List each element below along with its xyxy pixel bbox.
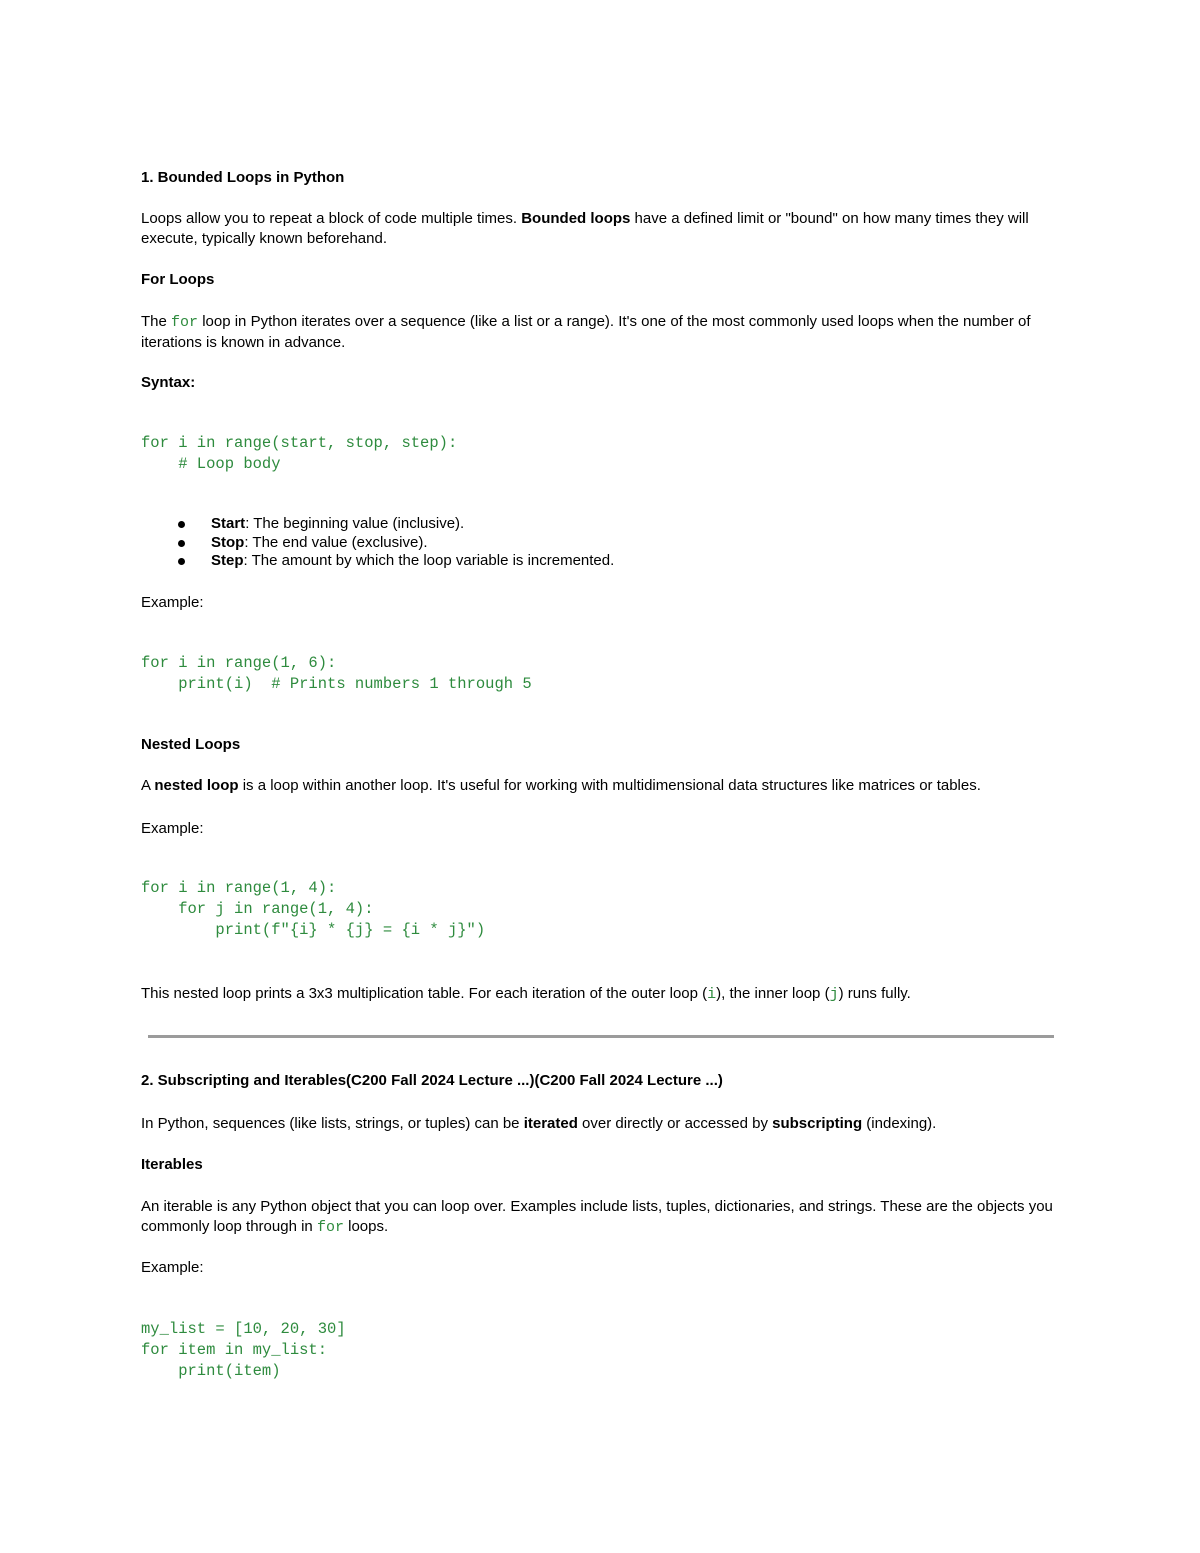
s2-intro-bold2: subscripting — [772, 1115, 863, 1132]
s2-intro-bold1: iterated — [523, 1115, 578, 1132]
section-divider — [148, 1035, 1054, 1038]
for-loops-heading — [141, 270, 1056, 290]
syntax-label-text: Syntax: — [141, 374, 196, 391]
syntax-code-block — [141, 433, 1056, 475]
nested-loops-heading-text: Nested Loops — [141, 736, 241, 753]
nested-loops-explanation — [141, 984, 1056, 1005]
section1-heading-text: 1. Bounded Loops in Python — [141, 169, 345, 186]
example-label-1 — [141, 593, 1056, 613]
s2-intro-post: (indexing). — [862, 1115, 937, 1132]
example-code-2: for i in range(1, 4): for j in range(1, 4): print(f"{i} * {j} = {i * j}") — [141, 879, 486, 939]
param-term: Step — [211, 552, 244, 569]
section2-heading-text: 2. Subscripting and Iterables(C200 Fall 2024 Lecture ...)(C200 Fall 2024 Lecture ...) — [141, 1072, 723, 1089]
param-text: The end value (exclusive). — [252, 533, 428, 551]
param-text: The amount by which the loop variable is incremented. — [251, 552, 615, 569]
example-code-block-2 — [141, 878, 1056, 941]
after-code-j: j — [829, 986, 839, 1003]
example-label-2 — [141, 819, 1056, 839]
intro-pre: Loops allow you to repeat a block of code multiple times. — [141, 210, 522, 227]
nested-desc-post: is a loop within another loop. It's useful for working with multidimensional data structures like matrices or tables. — [238, 777, 981, 794]
section2-intro — [141, 1114, 1056, 1134]
iter-desc-post: loops. — [343, 1217, 389, 1235]
example-code-3: my_list = [10, 20, 30] for item in my_list: print(item) — [141, 1320, 346, 1380]
syntax-label — [141, 373, 1056, 393]
iterables-heading-text: Iterables — [141, 1156, 203, 1173]
s2-intro-mid: over directly or accessed by — [577, 1115, 773, 1132]
after-code-i: i — [707, 986, 717, 1003]
for-loops-description — [141, 312, 1056, 352]
param-item-step — [141, 552, 1056, 571]
param-text: The beginning value (inclusive). — [253, 515, 465, 532]
nested-loops-heading — [141, 735, 1056, 755]
syntax-code: for i in range(start, stop, step): # Loop body — [141, 434, 458, 473]
example-label-text: Example: — [141, 1259, 204, 1276]
param-sep: : — [244, 533, 253, 551]
for-desc-pre: The — [141, 313, 172, 330]
section1-intro — [141, 209, 1056, 248]
param-item-start — [141, 515, 1056, 534]
intro-post: have a defined limit or "bound" on how many times they will execute, typically known beforehand. — [141, 210, 1029, 247]
iter-desc-pre: An iterable is any Python object that you can loop over. Examples include lists, tuples, dictionaries, and strings. These are the objects you commonly loop through in — [141, 1198, 1053, 1235]
example-code-block-1 — [141, 653, 1056, 695]
nested-desc-bold: nested loop — [154, 777, 239, 794]
intro-bold: Bounded loops — [521, 210, 631, 227]
example-label-3 — [141, 1258, 1056, 1278]
s2-intro-pre: In Python, sequences (like lists, strings, or tuples) can be — [141, 1115, 524, 1132]
param-term: Start — [211, 515, 246, 532]
after-pre: This nested loop prints a 3x3 multiplication table. For each iteration of the outer loop ( — [141, 985, 708, 1002]
after-mid: ), the inner loop ( — [716, 985, 830, 1002]
iter-desc-code: for — [316, 1218, 344, 1236]
iterables-description — [141, 1197, 1056, 1237]
section2-heading — [141, 1071, 1056, 1091]
iterables-heading — [141, 1155, 1056, 1175]
range-params-list — [141, 515, 1056, 571]
param-item-stop — [141, 534, 1056, 553]
param-term: Stop — [211, 533, 245, 551]
for-desc-code: for — [171, 314, 199, 331]
example-code-block-3 — [141, 1319, 1056, 1382]
param-sep: : — [243, 552, 252, 569]
nested-loops-description — [141, 776, 1056, 796]
example-label-text: Example: — [141, 594, 204, 611]
example-code-1: for i in range(1, 6): print(i) # Prints numbers 1 through 5 — [141, 654, 532, 693]
nested-desc-pre: A — [141, 777, 155, 794]
example-label-text: Example: — [141, 820, 204, 837]
param-sep: : — [245, 515, 254, 532]
for-loops-heading-text: For Loops — [141, 271, 215, 288]
for-desc-post: loop in Python iterates over a sequence (like a list or a range). It's one of the most commonly used loops when the number of iterations is known in advance. — [141, 313, 1031, 351]
section1-heading — [141, 168, 1056, 188]
after-post: ) runs fully. — [838, 985, 911, 1002]
